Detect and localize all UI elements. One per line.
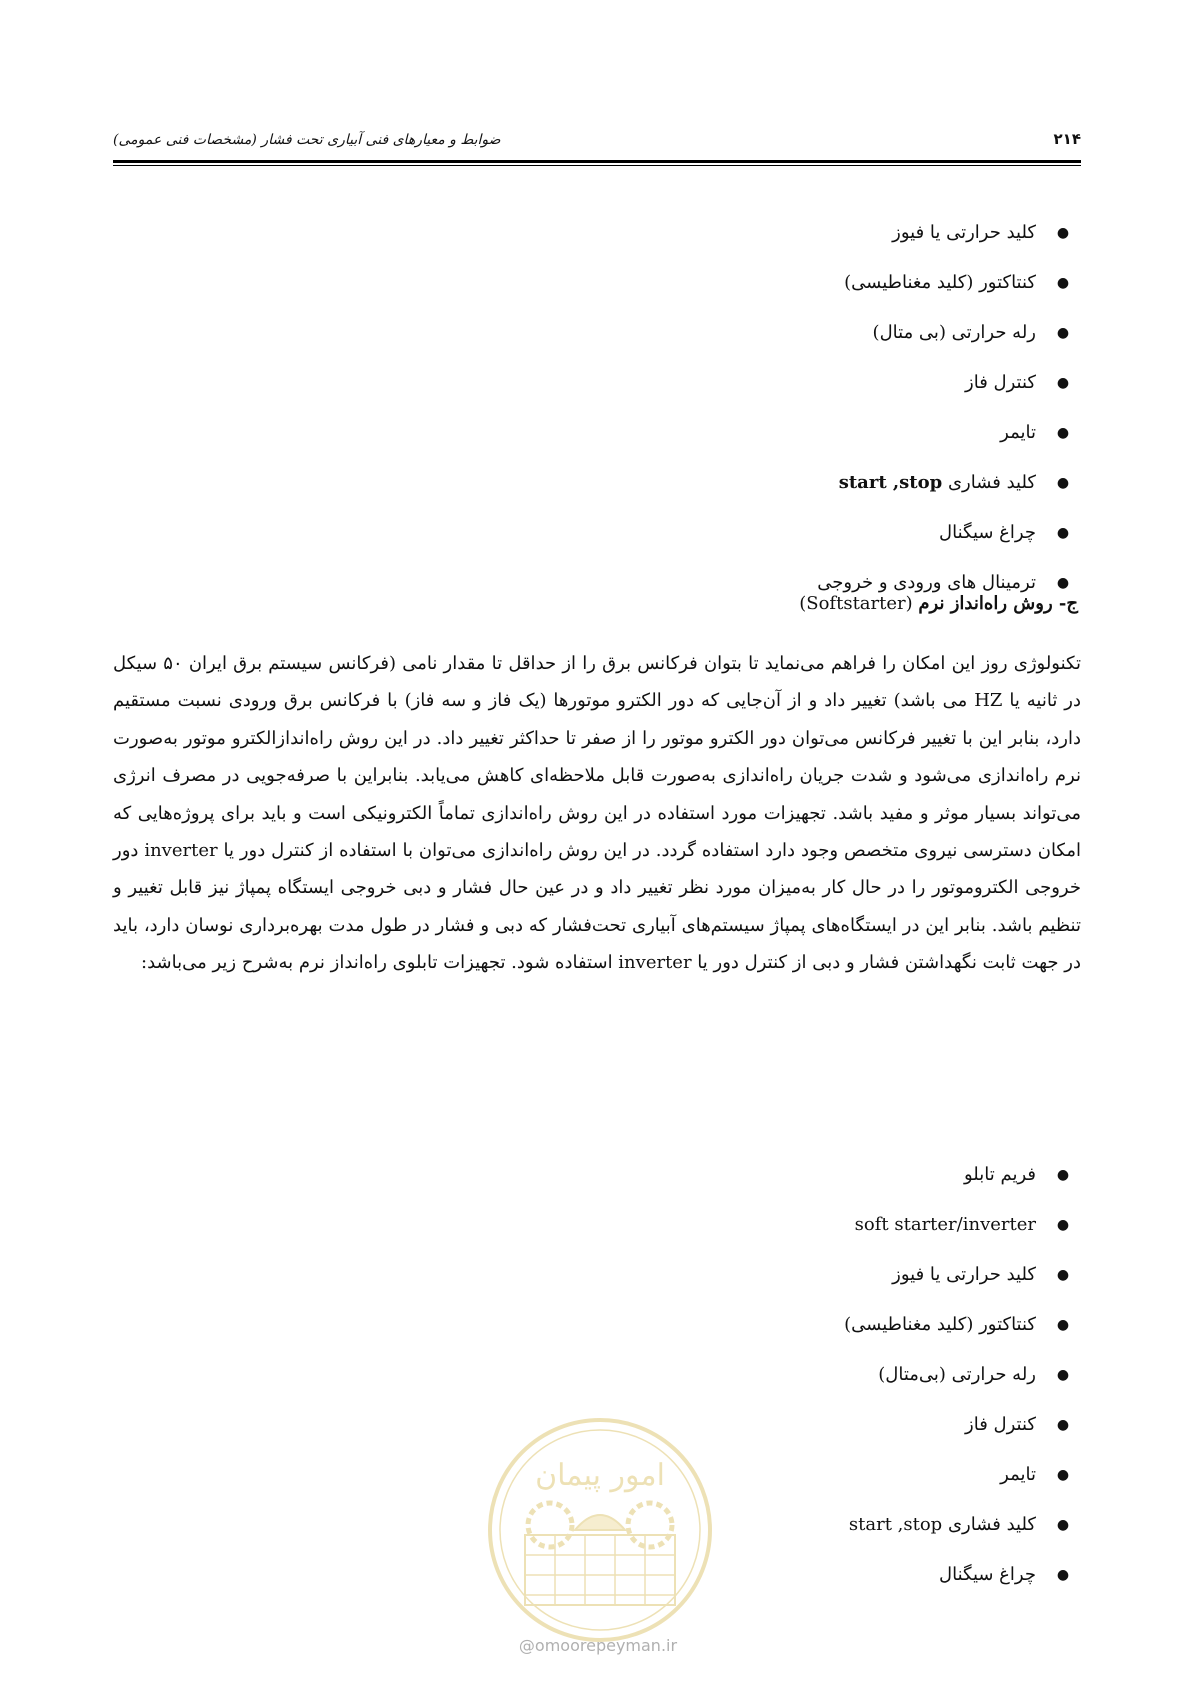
bullet-icon: ● [1056, 1567, 1070, 1583]
list-item [578, 268, 1078, 318]
bullet-icon: ● [1056, 525, 1070, 541]
list-item [578, 418, 1078, 468]
list-item [578, 1310, 1078, 1360]
list-item-bold-part: start ,stop [838, 472, 943, 493]
list-item [578, 518, 1078, 568]
list-item [578, 1160, 1078, 1210]
list-item-text-part: کلید فشاری [942, 472, 1036, 493]
list-item-text: فریم تابلو [963, 1164, 1036, 1185]
list-item-text: کنتاکتور (کلید مغناطیسی) [844, 1314, 1036, 1335]
watermark-site: @omoorepeyman.ir [518, 1636, 678, 1655]
list-item-text: کنترل فاز [965, 372, 1036, 393]
list-item [578, 1360, 1078, 1410]
list-item [578, 318, 1078, 368]
list-item-text: چراغ سیگنال [939, 522, 1036, 543]
page-number: ۲۱۴ [1053, 130, 1081, 148]
bullet-icon: ● [1056, 375, 1070, 391]
body-paragraph: تکنولوژی روز این امکان را فراهم می‌نماید تا بتوان فرکانس برق را از حداقل تا مقدار نامی (فرکانس سیستم برق ایران ۵۰ سیکل در ثانیه یا HZ می باشد) تغییر داد و از آن‌جایی که دور الکترو موتورها (یک فاز و سه فاز) با فرکانس برق ورودی نسبت مستقیم دارد، بنابر این با تغییر فرکانس می‌توان دور الکترو موتور را از صفر تا حداکثر تغییر داد. در این روش راه‌اندازالکترو موتور به‌صورت نرم راه‌اندازی می‌شود و شدت جریان راه‌اندازی به‌صورت قابل ملاحظه‌ای کاهش می‌یابد. بنابراین با صرفه‌جویی در مصرف انرژی می‌تواند بسیار موثر و مفید باشد. تجهیزات مورد استفاده در این روش راه‌اندازی تماماً الکترونیکی است و باید برای پروژه‌هایی که امکان دسترسی نیروی متخصص وجود دارد استفاده گردد. در این روش راه‌اندازی می‌توان با استفاده از کنترل دور یا inverter دور خروجی الکتروموتور را در حال کار به‌میزان مورد نظر تغییر داد و در عین حال فشار و دبی خروجی ایستگاه پمپاژ نیز قابل تغییر و تنظیم باشد. بنابر این در ایستگاه‌های پمپاژ سیستم‌های آبیاری تحت‌فشار که دبی و فشار در طول مدت بهره‌برداری نوسان دارد، باید در جهت ثابت نگهداشتن فشار و دبی از کنترل دور یا inverter استفاده شود. تجهیزات تابلوی راه‌انداز نرم به‌شرح زیر می‌باشد: [113, 653, 1082, 974]
watermark-seal-icon [485, 1415, 715, 1645]
bullet-icon: ● [1056, 1267, 1070, 1283]
equipment-list-1 [578, 218, 1078, 618]
bullet-icon: ● [1056, 325, 1070, 341]
list-item-text: چراغ سیگنال [939, 1564, 1036, 1585]
list-item-text: کلید فشاری start ,stop [848, 1514, 1036, 1535]
list-item [578, 468, 1078, 518]
bullet-icon: ● [1056, 1367, 1070, 1383]
header-rule-thin [113, 165, 1081, 166]
list-item [578, 1210, 1078, 1260]
page-header [113, 130, 1081, 152]
bullet-icon: ● [1056, 225, 1070, 241]
list-item-text: کنتاکتور (کلید مغناطیسی) [844, 272, 1036, 293]
list-item-text: کلید حرارتی یا فیوز [892, 1264, 1036, 1285]
bullet-icon: ● [1056, 425, 1070, 441]
list-item-text: کلید حرارتی یا فیوز [892, 222, 1036, 243]
list-item-text: ترمینال های ورودی و خروجی [817, 572, 1036, 593]
list-item-text: رله حرارتی (بی‌متال) [878, 1364, 1036, 1385]
section-heading [799, 593, 1078, 614]
header-rule-thick [113, 160, 1081, 163]
list-item [578, 1260, 1078, 1310]
list-item-text [839, 468, 1048, 498]
bullet-icon: ● [1056, 1167, 1070, 1183]
bullet-icon: ● [1056, 575, 1070, 591]
bullet-icon: ● [1056, 475, 1070, 491]
bullet-icon: ● [1056, 1317, 1070, 1333]
bullet-icon: ● [1056, 1417, 1070, 1433]
list-item-text: کنترل فاز [965, 1414, 1036, 1435]
bullet-icon: ● [1056, 275, 1070, 291]
list-item-text: تایمر [1000, 1464, 1036, 1485]
list-item-text: تایمر [1000, 422, 1036, 443]
section-heading-subtitle: (Softstarter) [799, 593, 919, 614]
bullet-icon: ● [1056, 1517, 1070, 1533]
list-item-text: soft starter/inverter [854, 1214, 1036, 1235]
list-item [578, 368, 1078, 418]
section-heading-title: ج- روش راه‌انداز نرم [918, 593, 1078, 614]
list-item-text: رله حرارتی (بی متال) [872, 322, 1036, 343]
list-item [578, 218, 1078, 268]
bullet-icon: ● [1056, 1467, 1070, 1483]
bullet-icon: ● [1056, 1217, 1070, 1233]
watermark-seal-text: امور پیمان [535, 1458, 665, 1493]
running-head: ضوابط و معیارهای فنی آبیاری تحت فشار (مشخصات فنی عمومی) [113, 132, 501, 148]
